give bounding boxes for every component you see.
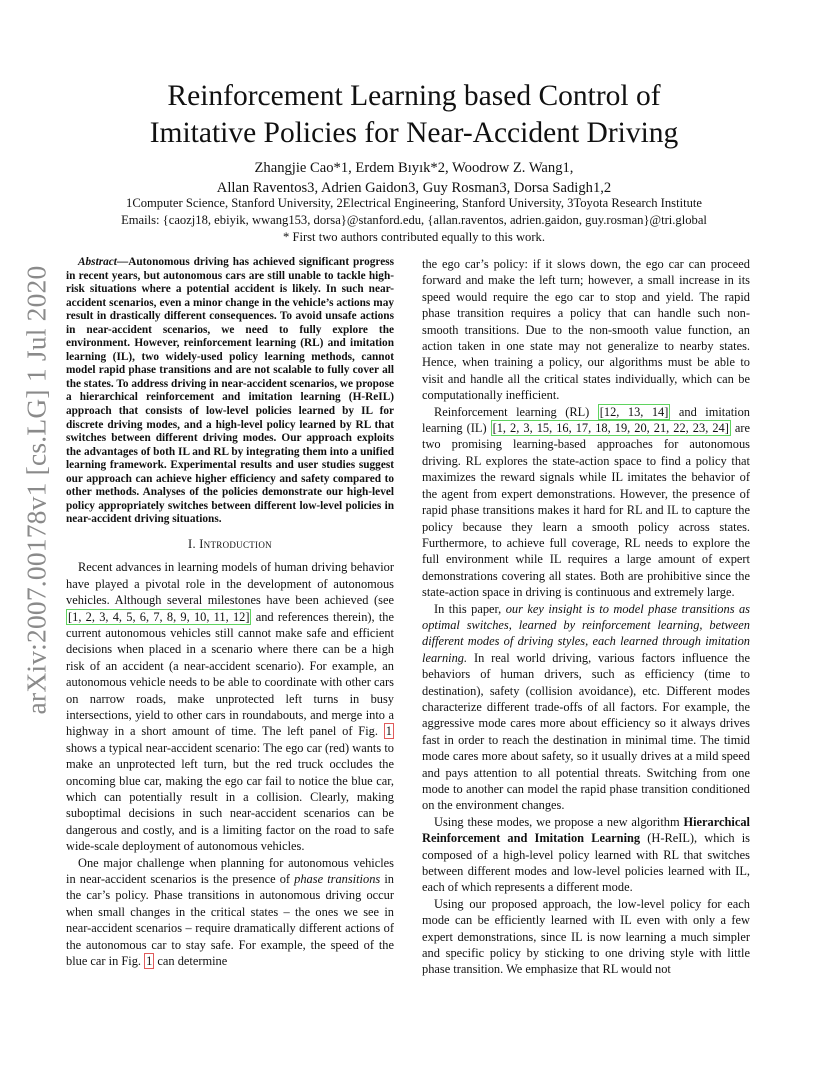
abstract-label: Abstract: [78, 256, 117, 268]
right-column: [422, 256, 750, 978]
paragraph-text: shows a typical near-accident scenario: The ego car (red) wants to make an unprotected left turn, but the red truck occludes the oncoming blue car, making the ego car fail to notice the blue car, which can potentially result in a collision. Clearly, making suboptimal decisions in such near-accident scenarios can be dangerous and costly, and is a limiting factor on the road to safe wide-scale deployment of autonomous vehicles.: [66, 740, 394, 854]
emphasis-text: phase transitions: [294, 872, 381, 887]
figure-ref-link[interactable]: 1: [385, 724, 392, 739]
abstract: [66, 256, 394, 527]
left-column: [66, 256, 394, 970]
title-line-1: Reinforcement Learning based Control of: [167, 80, 661, 112]
intro-paragraph-3: [422, 404, 750, 601]
paragraph-text: and imitation learning (IL): [422, 404, 750, 436]
intro-paragraph-continued: the ego car’s policy: if it slows down, the ego car can proceed forward and make the left turn; however, a small increase in its speed would require the ego car to stop and yield. The rapid phase transition requires a policy that can handle such non-smooth transitions. Due to the non-smooth value function, an action taken in one state may not generalize to nearby states. Hence, when training a policy, our algorithms must be able to visit and handle all the critical states individually, which can be computationally inefficient.: [422, 257, 750, 403]
paragraph-text: In this paper,: [434, 601, 506, 616]
key-insight-text: our key insight is to model phase transitions as optimal switches, learned by reinforcement learning, between different modes of driving styles, each learned through imitation learning.: [422, 601, 750, 665]
arxiv-stamp-text: arXiv:2007.00178v1 [cs.LG] 1 Jul 2020: [20, 265, 52, 715]
section-heading-introduction: I. Introduction: [188, 536, 272, 551]
intro-paragraph-2: [66, 855, 394, 970]
intro-paragraph-4: [422, 601, 750, 814]
citation-link-group[interactable]: [12, 13, 14]: [599, 404, 669, 419]
algorithm-name: Hierarchical Reinforcement and Imitation Learning: [422, 814, 750, 846]
intro-paragraph-5: [422, 814, 750, 896]
authors-line-2: Allan Raventos3, Adrien Gaidon3, Guy Rosman3, Dorsa Sadigh1,2: [216, 180, 612, 196]
figure-ref-link[interactable]: 1: [146, 954, 153, 969]
abstract-text: —Autonomous driving has achieved significant progress in recent years, but autonomous cars are still unable to tackle high-risk situations where a potential accident is likely. In such near-accident scenarios, even a minor change in the vehicle’s actions may result in drastically different consequences. To avoid unsafe actions in near-accident scenarios, we need to fully explore the environment. However, reinforcement learning (RL) and imitation learning (IL), two widely-used policy learning methods, cannot model rapid phase transitions and are not scalable to fully cover all the states. To address driving in near-accident scenarios, we propose a hierarchical reinforcement and imitation learning (H-ReIL) approach that consists of low-level policies learned by IL for discrete driving modes, and a high-level policy learned by RL that switches between different driving modes. Our approach exploits the advantages of both IL and RL by integrating them into a unified learning framework. Experimental results and user studies suggest our approach can achieve higher efficiency and safety compared to other methods. Analyses of the policies demonstrate our high-level policy appropriately switches between different low-level policies in near-accident driving situations.: [66, 256, 394, 526]
intro-paragraph-6: Using our proposed approach, the low-level policy for each mode can be efficiently learned with IL even with only a few expert demonstrations, since IL is now learning a much simpler and specific policy by sticking to one driving style with little phase transition. We emphasize that RL would not: [422, 896, 750, 977]
paragraph-text: and references therein), the current autonomous vehicles still cannot make safe and efficient decisions when placed in a scenario where there can be a high risk of an accident (a near-accident scenario). For example, an autonomous vehicle needs to be able to coordinate with other cars on narrow roads, make unprotected left turns in busy intersections, yield to other cars in roundabouts, and merge into a highway in a short amount of time. The left panel of Fig.: [66, 609, 395, 739]
authors-line-1: Zhangjie Cao*1, Erdem Bıyık*2, Woodrow Z. Wang1,: [254, 160, 574, 176]
paragraph-text: Reinforcement learning (RL): [434, 404, 598, 419]
affiliations-line: 1Computer Science, Stanford University, 2Electrical Engineering, Stanford University, 3Toyota Research Institute: [126, 196, 702, 210]
arxiv-identifier-stamp: [6, 265, 66, 715]
emails-line: Emails: {caozj18, ebiyik, wwang153, dorsa}@stanford.edu, {allan.raventos, adrien.gaidon, guy.rosman}@tri.global: [121, 213, 707, 227]
paragraph-text: can determine: [154, 954, 228, 969]
paragraph-text: One major challenge when planning for autonomous vehicles in near-accident scenarios is the presence of: [66, 855, 394, 887]
equal-contribution-note: * First two authors contributed equally to this work.: [283, 230, 545, 244]
paper-title: [80, 78, 748, 152]
title-line-2: Imitative Policies for Near-Accident Driving: [149, 117, 679, 149]
paragraph-text: Recent advances in learning models of human driving behavior have played a pivotal role in the development of autonomous vehicles. Although several milestones have been achieved (see: [66, 560, 394, 608]
paragraph-text: in the car’s policy. Phase transitions in autonomous driving occur when small changes in the critical states – the ones we see in near-accident scenarios – require dramatically different actions of the autonomous car to stay safe. For example, the speed of the blue car in Fig.: [66, 872, 394, 969]
intro-paragraph-1: [66, 559, 394, 854]
citation-link-group[interactable]: [1, 2, 3, 4, 5, 6, 7, 8, 9, 10, 11, 12]: [68, 609, 250, 624]
paragraph-text: Using these modes, we propose a new algorithm: [434, 814, 684, 829]
citation-link-group[interactable]: [1, 2, 3, 15, 16, 17, 18, 19, 20, 21, 22, 23, 24]: [492, 421, 729, 436]
paragraph-text: (H-ReIL), which is composed of a high-level policy learned with RL that switches between different modes and low-level policies learned with IL, each of which represents a different mode.: [422, 831, 750, 895]
paragraph-text: In real world driving, various factors influence the behaviors of human drivers, such as efficiency (time to destination), safety (collision avoidance), etc. Different modes characterize different trade-offs of all factors. For example, the aggressive mode cares more about efficiency so it always drives fast in order to reach the destination in minimal time. The timid mode cares more about safety, so it usually drives at a mild speed and pays attention to all potential threats. Switching from one mode to another can model the rapid phase transition conditioned on the environment changes.: [422, 650, 750, 813]
paragraph-text: are two promising learning-based approaches for autonomous driving. RL explores the state-action space to find a policy that maximizes the reward signals while IL imitates the behavior of the agent from expert demonstrations. However, the presence of rapid phase transitions makes it hard for RL and IL to capture the policy because they learn a smooth policy across states. Furthermore, to achieve full coverage, RL needs to explore the full environment while IL requires a large amount of expert demonstrations covering all states. Both are prohibitive since the state-action space in driving is continuous and extremely large.: [422, 421, 750, 600]
author-list: [80, 158, 748, 198]
affiliations-block: [80, 195, 748, 246]
